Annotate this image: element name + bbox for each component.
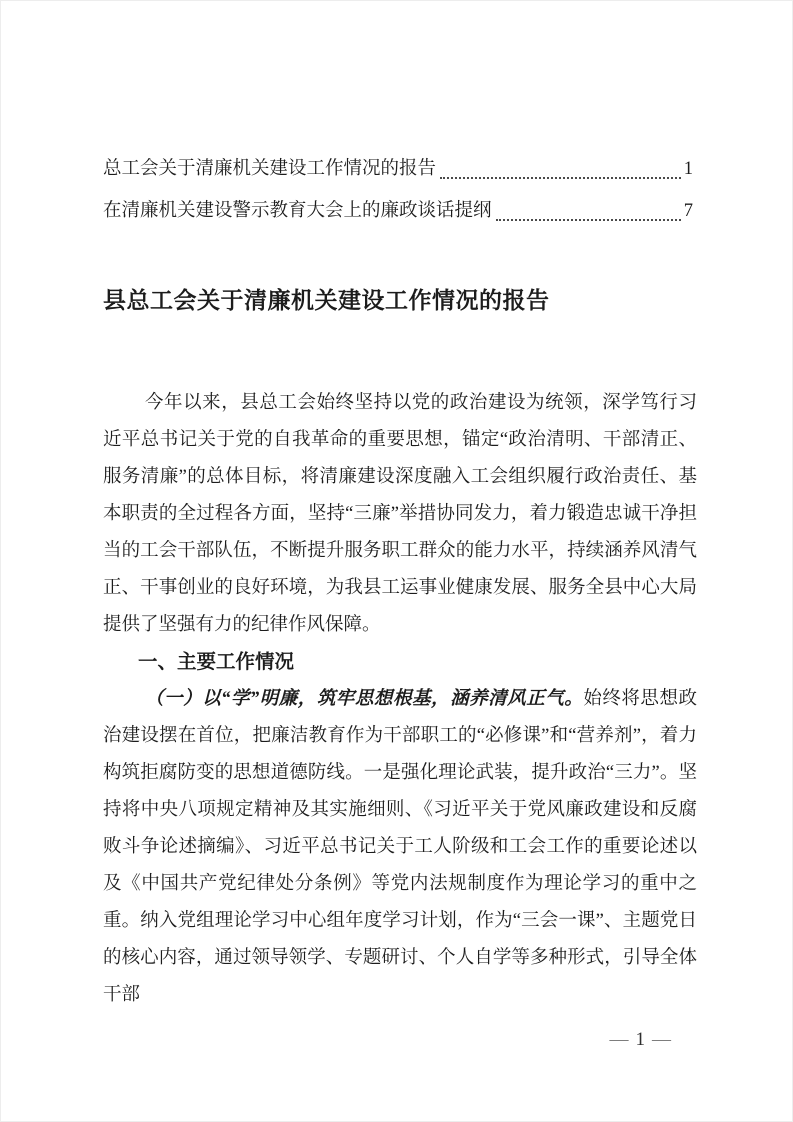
toc-entry-2[interactable] (103, 193, 693, 230)
toc-page-number: 7 (683, 201, 693, 221)
subsection-text: 始终将思想政治建设摆在首位，把廉洁教育作为干部职工的“必修课”和“营养剂”，着力构筑拒腐防变的思想道德防线。一是强化理论武装，提升政治“三力”。坚持将中央八项规定精神及其实施细则、《习近平关于党风廉政建设和反腐败斗争论述摘编》、习近平总书记关于工人阶级和工会工作的重要论述以及《中国共产党纪律处分条例》等党内法规制度作为理论学习的重中之重。纳入党组理论学习中心组年度学习计划，作为“三会一课”、主题党日的核心内容，通过领导领学、专题研讨、个人自学等多种形式，引导全体干部 (103, 689, 697, 1005)
page-number-value: 1 (635, 1029, 645, 1050)
toc-dot-leader (496, 219, 681, 221)
toc-entry-title: 在清廉机关建设警示教育大会上的廉政谈话提纲 (103, 201, 492, 221)
table-of-contents (103, 151, 693, 235)
toc-page-number: 1 (683, 159, 693, 179)
document-title: 县总工会关于清廉机关建设工作情况的报告 (103, 287, 550, 313)
page-number-dash-left: — (609, 1029, 629, 1050)
subsection-lead: （一）以“学”明廉，筑牢思想根基，涵养清风正气。 (145, 689, 584, 709)
section-heading: 一、主要工作情况 (138, 651, 295, 673)
toc-entry-title: 总工会关于清廉机关建设工作情况的报告 (103, 159, 437, 179)
toc-entry-1[interactable] (103, 151, 693, 188)
page-number-dash-right: — (652, 1029, 671, 1050)
page-number (610, 1028, 672, 1052)
intro-paragraph: 今年以来，县总工会始终坚持以党的政治建设为统领，深学笃行习近平总书记关于党的自我革命的重要思想，锚定“政治清明、干部清正、服务清廉”的总体目标，将清廉建设深度融入工会组织履行政治责任、基本职责的全过程各方面，坚持“三廉”举措协同发力，着力锻造忠诚干净担当的工会干部队伍，不断提升服务职工群众的能力水平，持续涵养风清气正、干事创业的良好环境，为我县工运事业健康发展、服务全县中心大局提供了坚强有力的纪律作风保障。 (103, 393, 697, 635)
toc-dot-leader (440, 177, 681, 179)
subsection-paragraph (103, 681, 697, 1014)
